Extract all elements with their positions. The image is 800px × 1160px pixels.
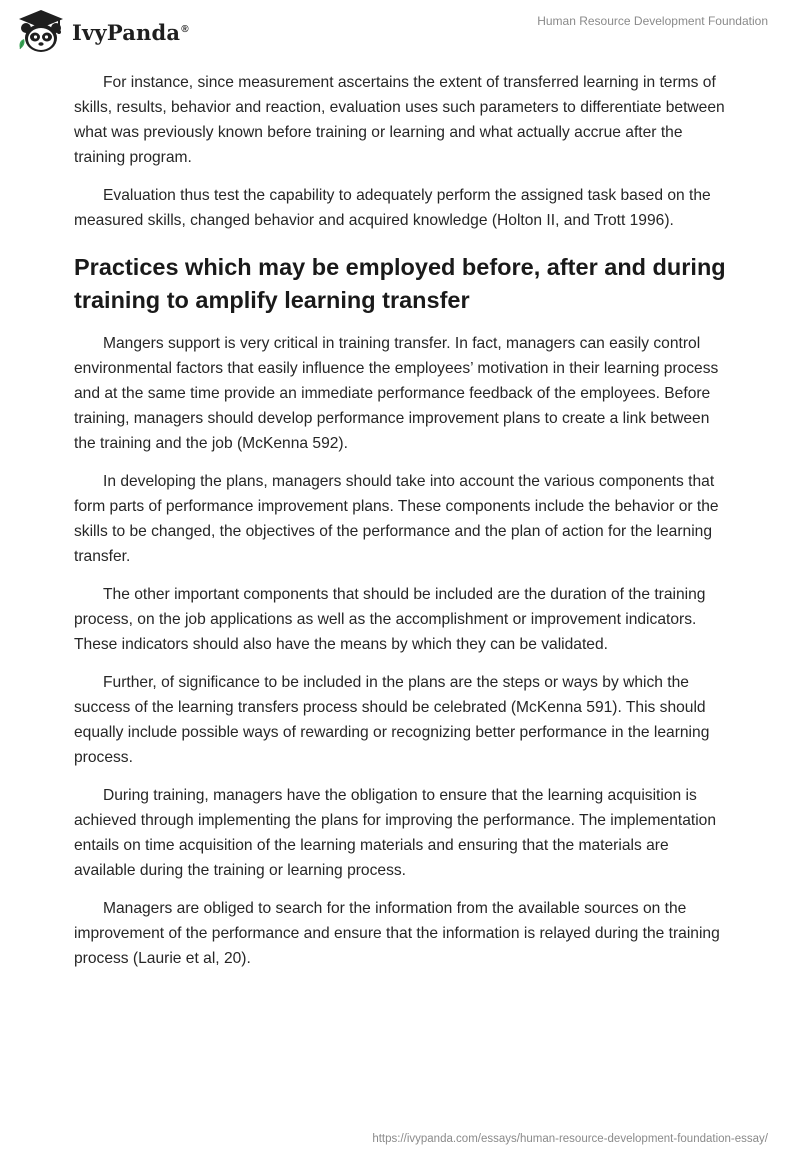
essay-body: [74, 70, 730, 984]
paragraph: Evaluation thus test the capability to adequately perform the assigned task based on the measured skills, changed behavior and acquired knowledge (Holton II, and Trott 1996).: [74, 187, 711, 229]
paragraph: The other important components that should be included are the duration of the training process, on the job applications as well as the accomplishment or improvement indicators. These indicators should also have the means by which they can be validated.: [74, 586, 706, 653]
paragraph: For instance, since measurement ascertains the extent of transferred learning in terms of skills, results, behavior and reaction, evaluation uses such parameters to differentiate between what was previously known before training or learning and what actually accrue after the training program.: [74, 74, 725, 166]
paragraph: Further, of significance to be included in the plans are the steps or ways by which the success of the learning transfers process should be celebrated (McKenna 591). This should equally include possible ways of rewarding or recognizing better performance in the learning process.: [74, 674, 710, 766]
registered-mark: ®: [181, 23, 189, 35]
section-heading: Practices which may be employed before, after and during training to amplify learning transfer: [74, 254, 726, 313]
paragraph: During training, managers have the obligation to ensure that the learning acquisition is achieved through implementing the plans for improving the performance. The implementation entails on time acquisition of the learning materials and ensuring that the materials are available during the training or learning process.: [74, 787, 717, 879]
paragraph: In developing the plans, managers should take into account the various components that form parts of performance improvement plans. These components include the behavior or the skills to be changed, the objectives of the performance and the plan of action for the learning transfer.: [74, 473, 719, 565]
document-title: Human Resource Development Foundation: [537, 14, 768, 28]
brand-name: IvyPanda®: [72, 19, 189, 45]
page-header: [0, 0, 800, 64]
paragraph: Mangers support is very critical in training transfer. In fact, managers can easily control environmental factors that easily influence the employees’ motivation in their learning process and at the same time provide an immediate performance feedback of the employees. Before training, managers should develop performance improvement plans to create a link between the training and the job (McKenna 592).: [74, 335, 719, 452]
source-url[interactable]: https://ivypanda.com/essays/human-resource-development-foundation-essay/: [372, 1133, 768, 1145]
paragraph: Managers are obliged to search for the information from the available sources on the improvement of the performance and ensure that the information is relayed during the training process (Laurie et al, 20).: [74, 900, 720, 967]
panda-logo-icon: [16, 9, 66, 55]
ivypanda-logo[interactable]: [16, 9, 189, 55]
